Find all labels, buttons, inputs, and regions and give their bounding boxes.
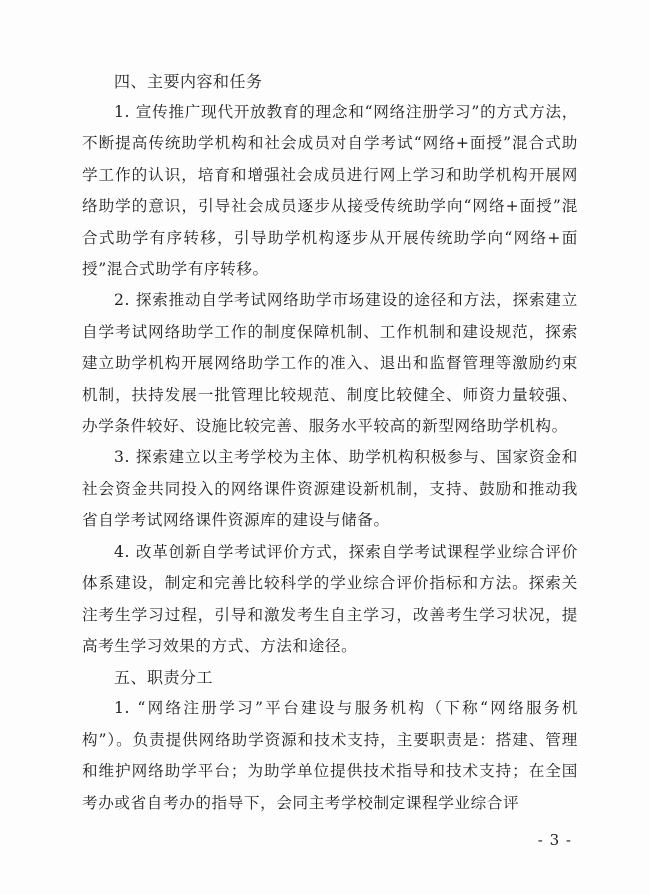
- paragraph-task-1: 1. 宣传推广现代开放教育的理念和“网络注册学习”的方式方法，不断提高传统助学机构和社会成员对自学考试“网络+面授”混合式助学工作的认识，培育和增强社会成员进行网上学习和助学机构开展网络助学的意识，引导社会成员逐步从接受传统助学向“网络+面授”混合式助学有序转移，引导助学机构逐步从开展传统助学向“网络+面授”混合式助学有序转移。: [82, 103, 578, 279]
- paragraph-task-3: 3. 探索建立以主考学校为主体、助学机构积极参与、国家资金和社会资金共同投入的网络课件资源建设新机制，支持、鼓励和推动我省自学考试网络课件资源库的建设与储备。: [82, 448, 578, 530]
- document-body: [82, 66, 578, 819]
- paragraph-task-4: 4. 改革创新自学考试评价方式，探索自学考试课程学业综合评价体系建设，制定和完善比较科学的学业综合评价指标和方法。探索关注考生学习过程，引导和激发考生自主学习，改善考生学习状况，提高考生学习效果的方式、方法和途径。: [82, 542, 578, 655]
- section-heading-responsibilities: 五、职责分工: [114, 668, 214, 688]
- section-heading-main-tasks: 四、主要内容和任务: [114, 72, 263, 91]
- paragraph-responsibility-1: 1. “网络注册学习”平台建设与服务机构（下称“网络服务机构”）。负责提供网络助学资源和技术支持，主要职责是：搭建、管理和维护网络助学平台；为助学单位提供技术指导和技术支持；在全国考办或省自考办的指导下，会同主考学校制定课程学业综合评: [82, 699, 578, 812]
- page-number: - 3 -: [537, 831, 572, 849]
- paragraph-task-2: 2. 探索推动自学考试网络助学市场建设的途径和方法，探索建立自学考试网络助学工作的制度保障机制、工作机制和建设规范，探索建立助学机构开展网络助学工作的准入、退出和监督管理等激励约束机制，扶持发展一批管理比较规范、制度比较健全、师资力量较强、办学条件较好、设施比较完善、服务水平较高的新型网络助学机构。: [82, 291, 578, 436]
